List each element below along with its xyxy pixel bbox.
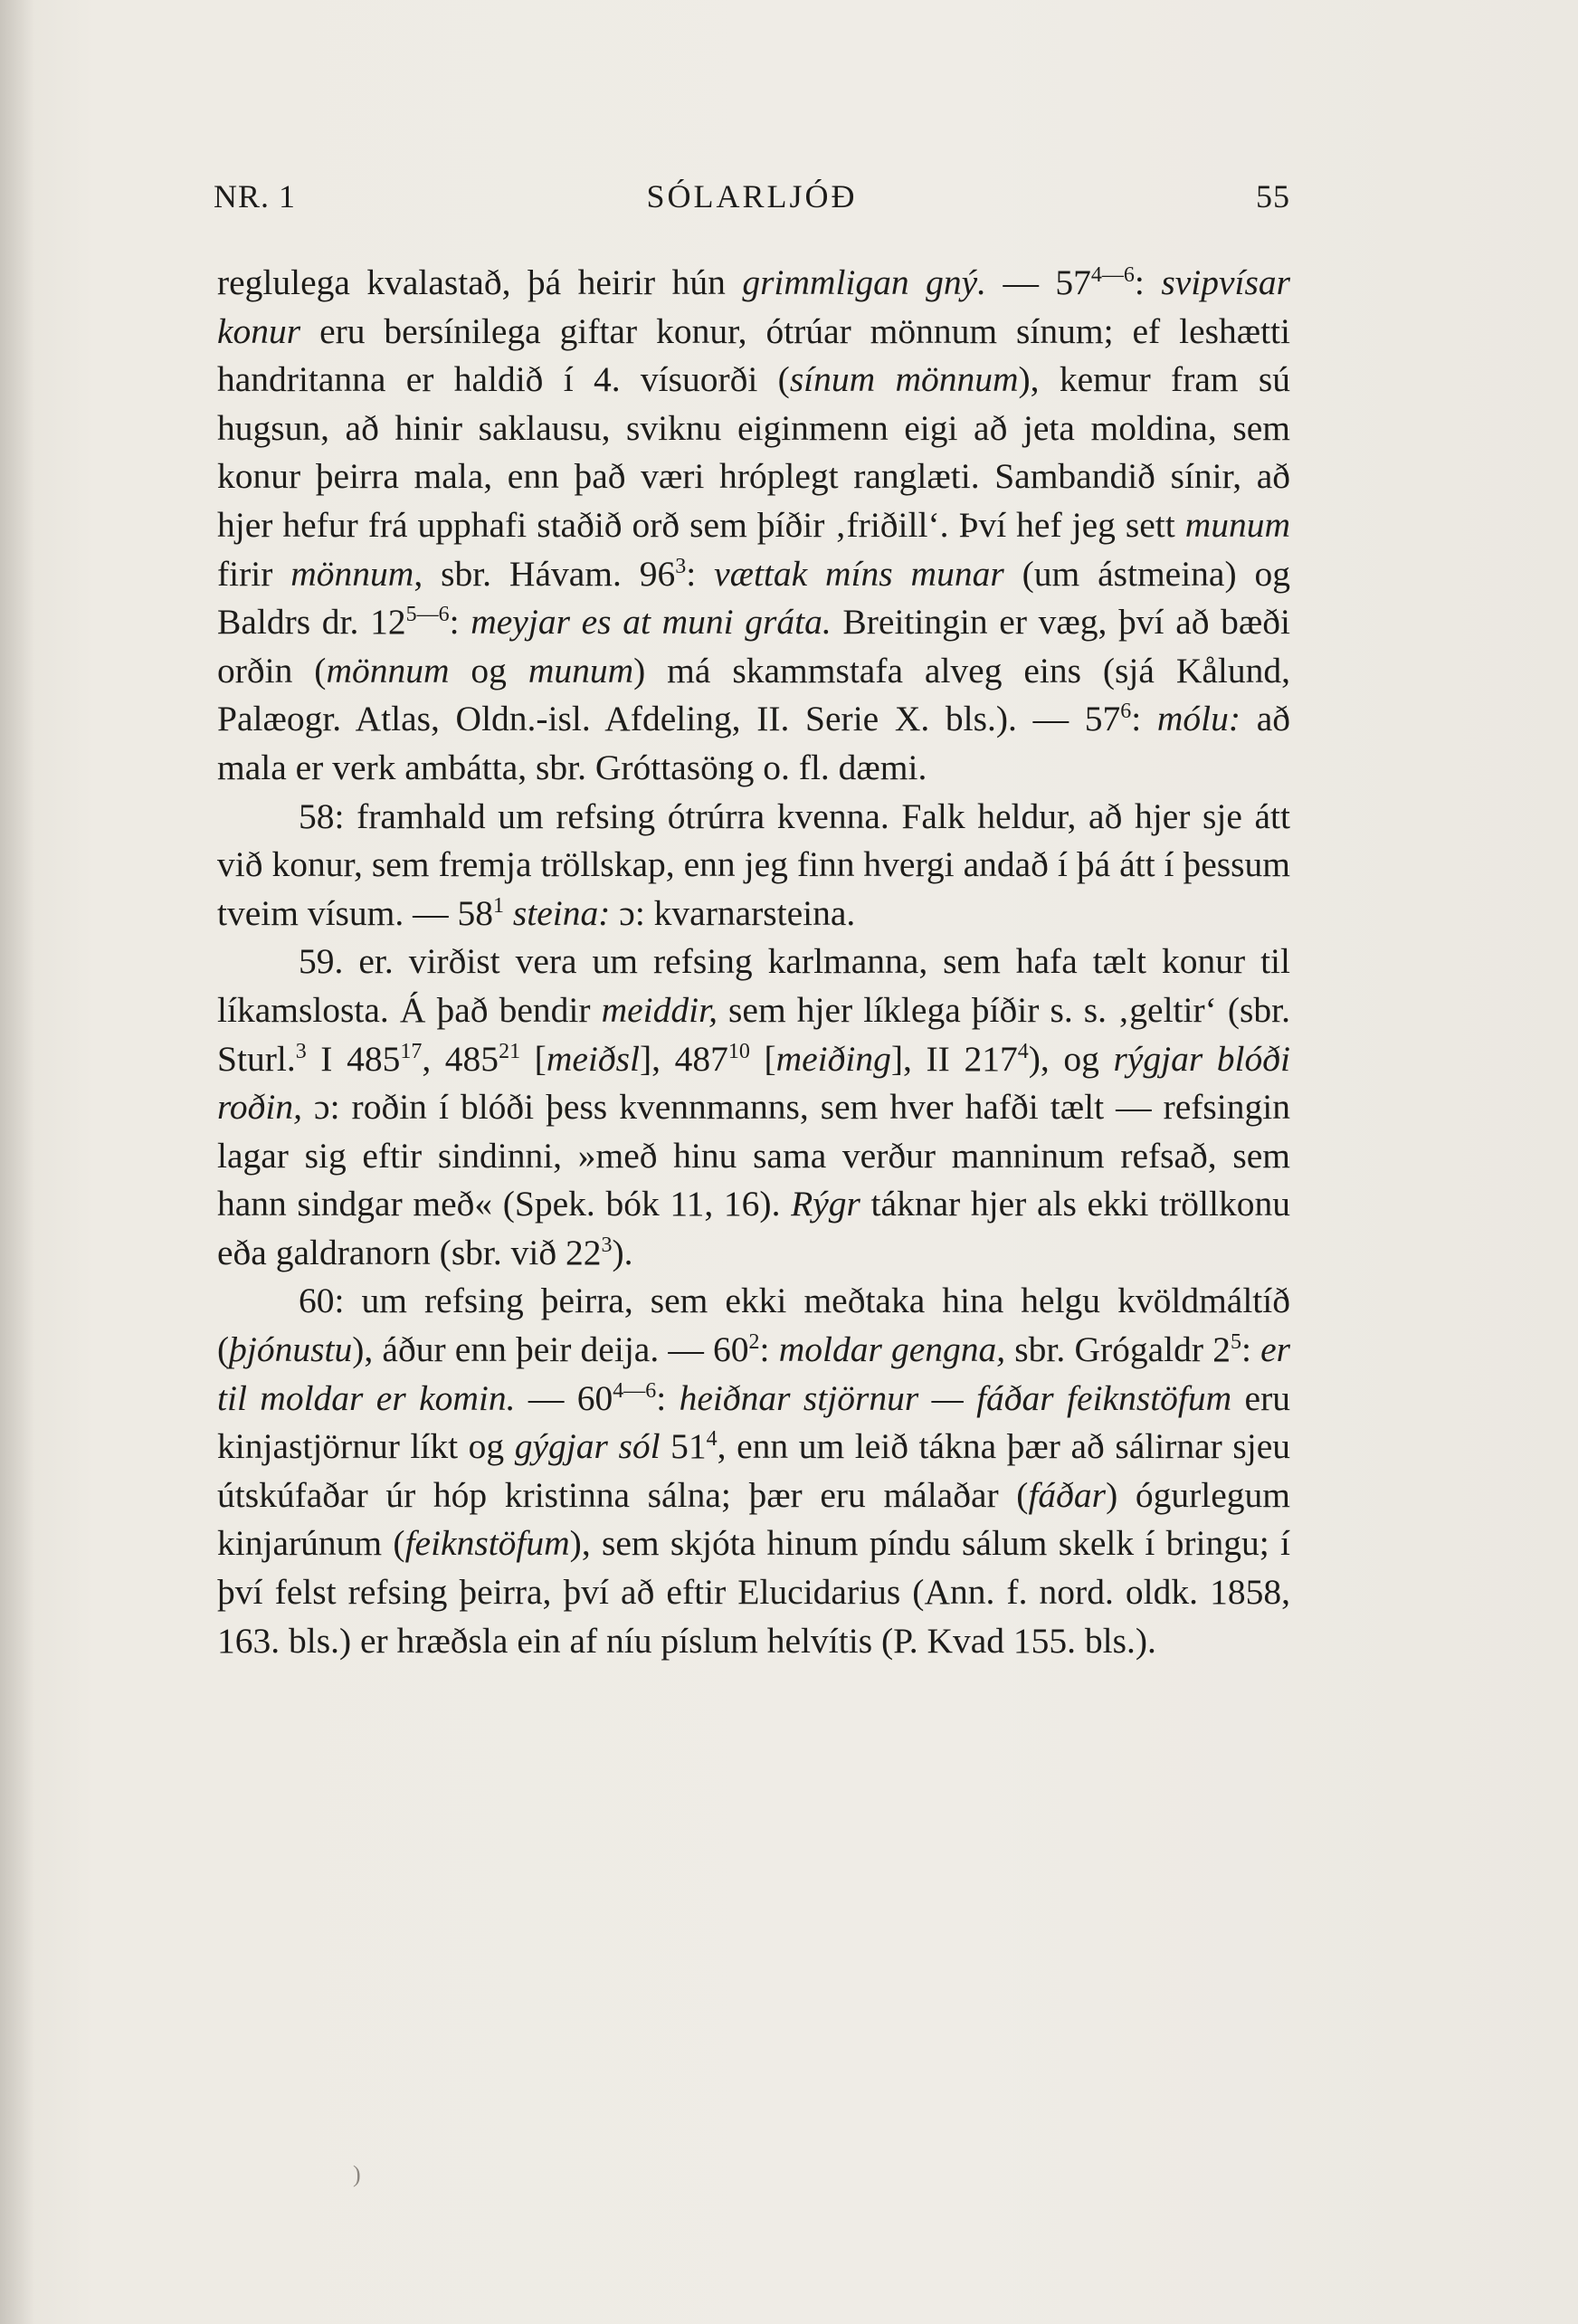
italic-quote: grimmligan gný. [742, 262, 987, 302]
italic-quote: gýgjar sól [514, 1426, 661, 1467]
text-run: 60: um refsing þeirra, sem ekki meðtaka hina helgu kvöldmáltíð ( [217, 1281, 1290, 1370]
page-number: 55 [1256, 178, 1290, 214]
italic-quote: heiðnar stjörnur — fáðar feiknstöfum [679, 1377, 1232, 1418]
superscript-ref: 5—6 [405, 603, 450, 627]
italic-quote: þjónustu [229, 1329, 353, 1370]
section-number: NR. 1 [214, 178, 297, 214]
text-run: ɔ: roðin í blóði þess kvennmanns, sem hver hafði tælt — refsingin lagar sig eftir sindinni, »með hinu sama verður manninum refsað, sem hann sindgar með« (Spek. bók 11, 16). [217, 1087, 1290, 1224]
italic-quote: er til moldar er komin. [217, 1329, 1291, 1418]
italic-quote: mólu: [1156, 699, 1241, 739]
text-run: sem hjer líklega þíðir s. s. ‚geltir‘ (sbr. Sturl. [217, 989, 1290, 1079]
text-run: : [1134, 262, 1162, 302]
text-run: ), áður enn þeir deija. — 60 [352, 1329, 749, 1370]
text-run [504, 893, 513, 933]
italic-quote: feiknstöfum [404, 1523, 570, 1564]
commentary-text [217, 259, 1290, 1665]
text-run: reglulega kvalastað, þá heirir hún [217, 262, 743, 302]
superscript-ref: 10 [727, 1039, 750, 1063]
text-run: eru bersínilega giftar konur, ótrúar mönnum sínum; ef leshætti handritanna er haldið í 4. vísuorði ( [217, 310, 1290, 400]
superscript-ref: 21 [499, 1039, 521, 1063]
paragraph [217, 1277, 1290, 1665]
italic-quote: mönnum [290, 553, 414, 594]
running-title: SÓLARLJÓÐ [646, 178, 858, 214]
italic-quote: meiddir, [601, 989, 718, 1030]
italic-quote: Rýgr [791, 1184, 860, 1224]
italic-quote: moldar gengna, [778, 1329, 1006, 1370]
paragraph [217, 259, 1290, 793]
superscript-ref: 5 [1230, 1330, 1241, 1355]
text-run: sbr. Grógaldr 2 [1005, 1329, 1231, 1370]
italic-quote: mönnum [326, 650, 450, 691]
superscript-ref: 4—6 [613, 1378, 657, 1403]
text-run: að mala er verk ambátta, sbr. Gróttasöng o. fl. dæmi. [217, 699, 1290, 787]
spine-shadow [0, 0, 34, 2324]
text-run: : [1241, 1329, 1261, 1370]
italic-quote: munum [528, 650, 634, 691]
superscript-ref: 4 [706, 1427, 718, 1452]
superscript-ref: 4 [1017, 1039, 1029, 1063]
text-run: ), kemur fram sú hugsun, að hinir saklausu, sviknu eiginmenn eigi að jeta moldina, sem konur þeirra mala, enn það væri hróplegt ranglæti. Sambandið sínir, að hjer hefur frá upphafi staðið orð sem þíðir ‚friðill‘. Því hef jeg sett [217, 359, 1291, 545]
text-run: 51 [660, 1426, 707, 1467]
text-run: , sbr. Hávam. 96 [414, 553, 676, 594]
text-run: : [759, 1329, 779, 1370]
superscript-ref: 2 [748, 1330, 760, 1355]
running-header [214, 177, 1290, 223]
superscript-ref: 3 [675, 554, 687, 578]
text-run: eru kinjastjörnur líkt og [217, 1377, 1290, 1467]
text-run: : [1131, 699, 1157, 739]
text-run: ) ógurlegum kinjarúnum ( [217, 1474, 1290, 1564]
text-run: ], II 217 [890, 1038, 1018, 1079]
superscript-ref: 6 [1120, 700, 1132, 724]
paragraph [217, 793, 1290, 938]
text-run: — 60 [515, 1377, 613, 1418]
text-run: táknar hjer als ekki tröllkonu eða galdranorn (sbr. við 22 [217, 1184, 1290, 1272]
superscript-ref: 3 [295, 1039, 307, 1063]
text-run: , enn um leið tákna þær að sálirnar sjeu útskúfaðar úr hóp kristinna sálna; þær eru málaðar ( [217, 1426, 1290, 1515]
text-run: Breitingin er væg, því að bæði orðin ( [217, 602, 1290, 691]
italic-quote: sínum mönnum [789, 359, 1019, 400]
text-run: 59. er. virðist vera um refsing karlmanna, sem hafa tælt konur til líkamslosta. Á það bendir [217, 941, 1290, 1030]
text-run: , 485 [422, 1038, 499, 1079]
text-run: [ [520, 1038, 547, 1079]
italic-quote: steina: [512, 892, 611, 933]
superscript-ref: 3 [601, 1233, 613, 1257]
superscript-ref: 1 [493, 893, 505, 918]
paragraph [217, 938, 1290, 1277]
text-run: firir [217, 553, 291, 594]
text-run: — 57 [986, 262, 1091, 302]
text-run: I 485 [306, 1038, 401, 1079]
italic-quote: meiðsl [546, 1038, 640, 1079]
superscript-ref: 17 [400, 1039, 423, 1063]
text-run: ɔ: kvarnarsteina. [610, 892, 856, 933]
stray-mark: ) [353, 2161, 361, 2187]
text-run: og [449, 650, 528, 691]
italic-quote: rýgjar blóði roðin, [217, 1038, 1291, 1128]
italic-quote: vættak míns munar [714, 553, 1004, 594]
text-run: : [656, 1377, 680, 1418]
text-run: ), sem skjóta hinum píndu sálum skelk í bringu; í því felst refsing þeirra, því að eftir Elucidarius (Ann. f. nord. oldk. 1858, 163. bls.) er hræðsla ein af níu píslum helvítis (P. Kvad 155. bls.). [217, 1523, 1291, 1661]
italic-quote: munum [1184, 504, 1290, 545]
text-run: ) má skammstafa alveg eins (sjá Kålund, Palæogr. Atlas, Oldn.-isl. Afdeling, II. Serie X. bls.). — 57 [217, 650, 1290, 739]
text-run: [ [749, 1038, 776, 1079]
text-run: (um ástmeina) og Baldrs dr. 12 [217, 553, 1290, 643]
text-run: : [449, 602, 471, 643]
text-run: ). [612, 1232, 633, 1272]
italic-quote: svipvísar konur [217, 262, 1290, 351]
italic-quote: meyjar es at muni gráta. [471, 602, 832, 643]
text-run: : [686, 553, 715, 594]
superscript-ref: 4—6 [1090, 263, 1135, 287]
text-run: ), og [1028, 1038, 1114, 1079]
italic-quote: fáðar [1028, 1474, 1107, 1515]
italic-quote: meiðing [775, 1038, 891, 1079]
text-run: ], 487 [639, 1038, 728, 1079]
text-run: 58: framhald um refsing ótrúrra kvenna. Falk heldur, að hjer sje átt við konur, sem fremja tröllskap, enn jeg finn hvergi andað í þá átt í þessum tveim vísum. — 58 [217, 795, 1290, 933]
